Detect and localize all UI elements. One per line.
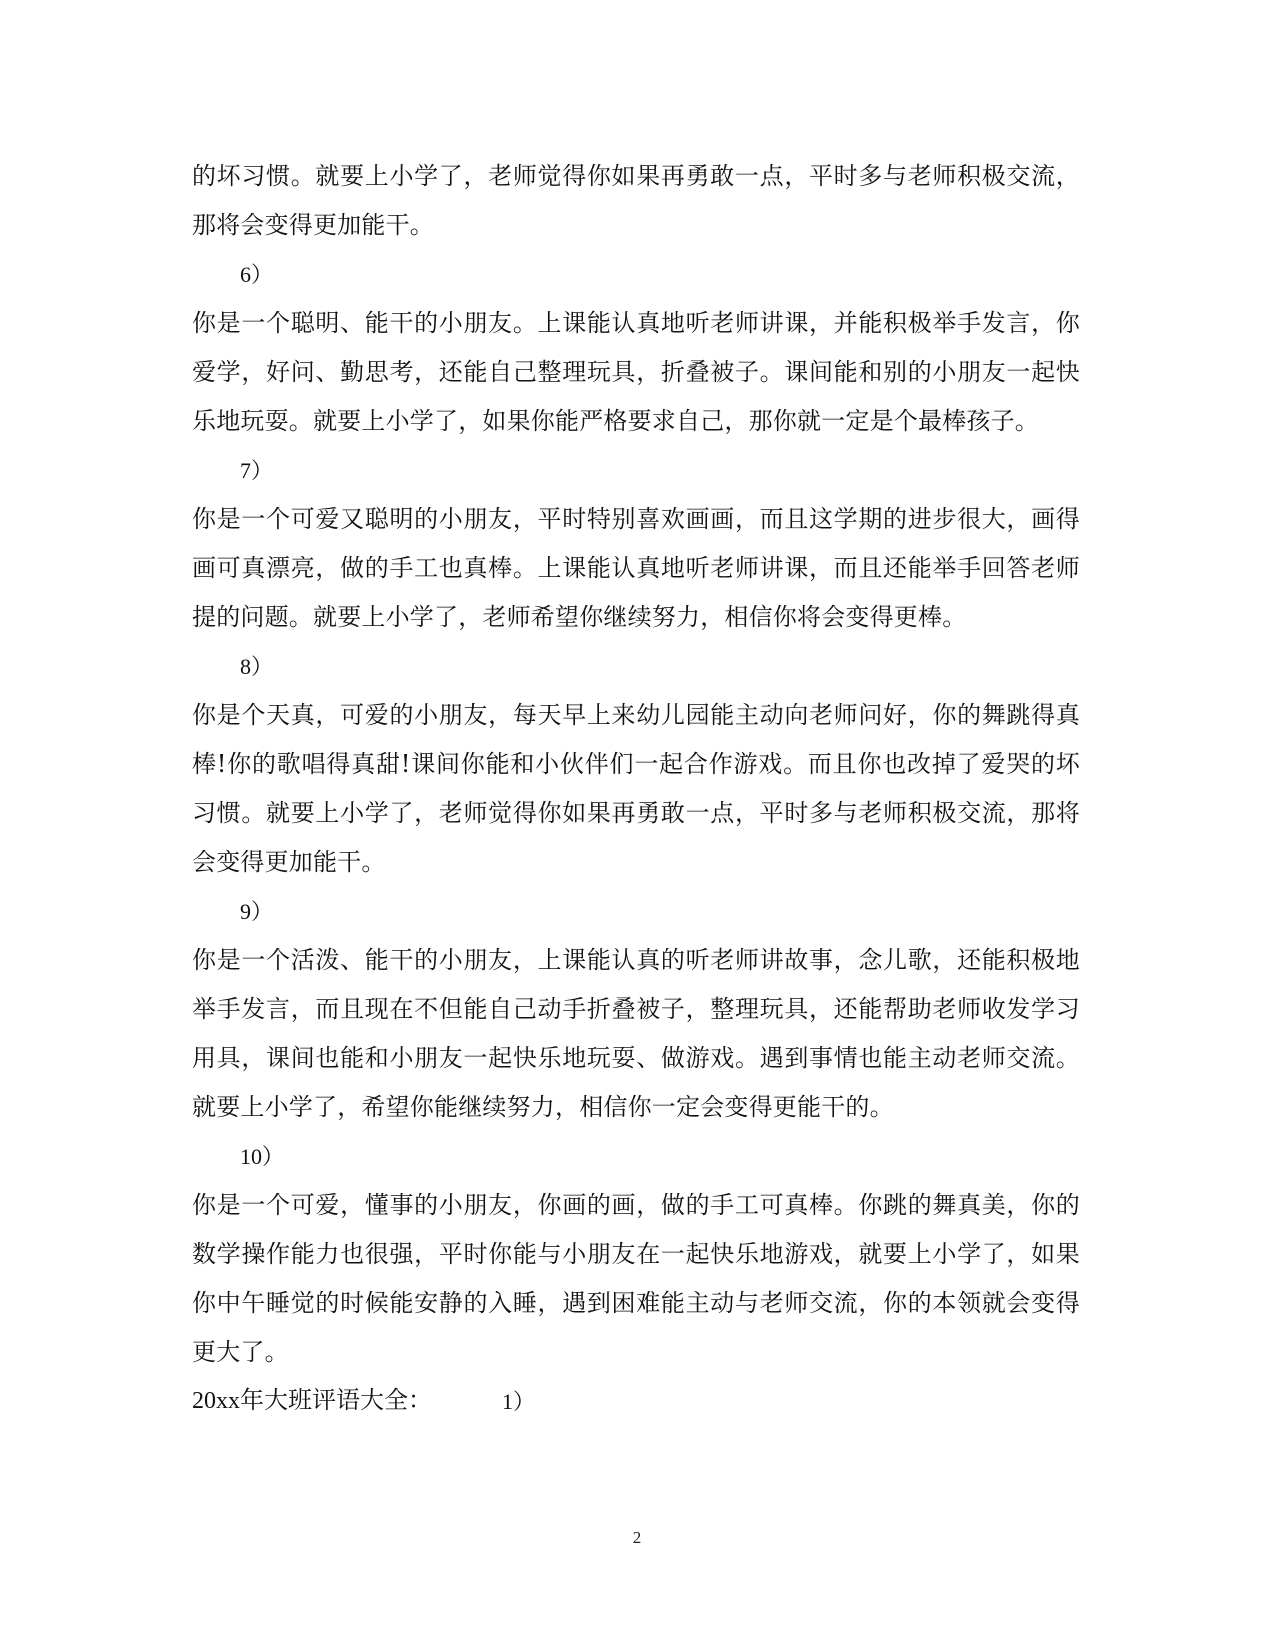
paragraph-8: 你是个天真，可爱的小朋友，每天早上来幼儿园能主动向老师问好，你的舞跳得真棒!你的歌唱得真甜!课间你能和小伙伴们一起合作游戏。而且你也改掉了爱哭的坏习惯。就要上小学了，老师觉得你如果再勇敢一点，平时多与老师积极交流，那将会变得更加能干。 [192, 701, 1080, 876]
item-number-9: 9） [240, 899, 274, 924]
section-heading-line [192, 1377, 1080, 1426]
item-number-6: 6） [240, 262, 274, 287]
item-number-1: 1） [502, 1389, 536, 1414]
item-number-8: 8） [240, 654, 274, 679]
item-number-10: 10） [240, 1144, 285, 1169]
paragraph-9: 你是一个活泼、能干的小朋友，上课能认真的听老师讲故事，念儿歌，还能积极地举手发言，而且现在不但能自己动手折叠被子，整理玩具，还能帮助老师收发学习用具，课间也能和小朋友一起快乐地玩耍、做游戏。遇到事情也能主动老师交流。就要上小学了，希望你能继续努力，相信你一定会变得更能干的。 [192, 946, 1080, 1121]
paragraph-10: 你是一个可爱，懂事的小朋友，你画的画，做的手工可真棒。你跳的舞真美，你的数学操作能力也很强，平时你能与小朋友在一起快乐地游戏，就要上小学了，如果你中午睡觉的时候能安静的入睡，遇到困难能主动与老师交流，你的本领就会变得更大了。 [192, 1191, 1080, 1366]
page-number: 2 [632, 1528, 642, 1547]
paragraph-7: 你是一个可爱又聪明的小朋友，平时特别喜欢画画，而且这学期的进步很大，画得画可真漂亮，做的手工也真棒。上课能认真地听老师讲课，而且还能举手回答老师提的问题。就要上小学了，老师希望你继续努力，相信你将会变得更棒。 [192, 505, 1080, 631]
paragraph-5-end: 的坏习惯。就要上小学了，老师觉得你如果再勇敢一点，平时多与老师积极交流，那将会变得更加能干。 [192, 162, 1080, 239]
paragraph-6: 你是一个聪明、能干的小朋友。上课能认真地听老师讲课，并能积极举手发言，你爱学，好问、勤思考，还能自己整理玩具，折叠被子。课间能和别的小朋友一起快乐地玩耍。就要上小学了，如果你能严格要求自己，那你就一定是个最棒孩子。 [192, 309, 1080, 435]
item-number-7: 7） [240, 458, 274, 483]
document-body [192, 152, 1080, 1426]
section-heading: 20xx年大班评语大全： [192, 1388, 432, 1414]
